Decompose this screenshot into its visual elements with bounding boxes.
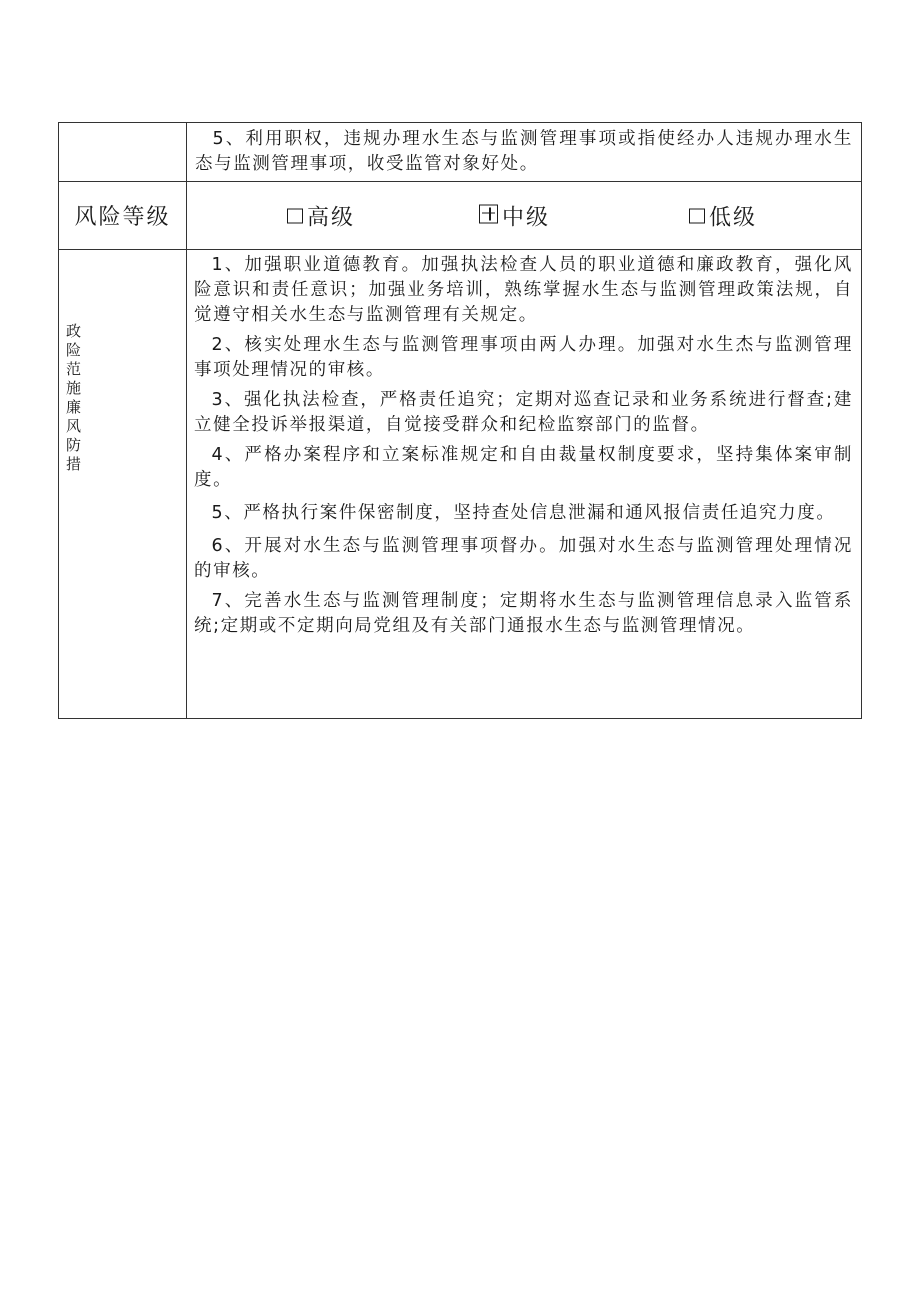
risk-level-options — [187, 182, 861, 249]
level-option-low-label: 低级 — [709, 205, 758, 230]
measure-item: 3、强化执法检查，严格责任追究；定期对巡查记录和业务系统进行督查;建立健全投诉举报渠道，自觉接受群众和纪检监察部门的监督。 — [194, 390, 853, 435]
risk-level-options-cell — [187, 182, 862, 250]
risk-item-cell — [187, 123, 862, 182]
label-char: 措 — [66, 455, 82, 473]
measure-item: 4、严格办案程序和立案标准规定和自由裁量权制度要求，坚持集体案审制度。 — [194, 445, 853, 490]
measure-item: 1、加强职业道德教育。加强执法检查人员的职业道德和廉政教育，强化风险意识和责任意识；加强业务培训，熟练掌握水生态与监测管理政策法规，自觉遵守相关水生态与监测管理有关规定。 — [194, 255, 853, 325]
label-char: 政 — [66, 322, 82, 340]
checked-box-icon[interactable] — [479, 204, 498, 223]
level-option-low[interactable] — [689, 200, 757, 231]
level-option-medium[interactable] — [479, 200, 550, 231]
risk-level-label: 风险等级 — [74, 205, 171, 230]
level-option-medium-label: 中级 — [502, 205, 551, 230]
measure-item: 7、完善水生态与监测管理制度；定期将水生态与监测管理信息录入监管系统;定期或不定期向局党组及有关部门通报水生态与监测管理情况。 — [194, 591, 853, 636]
risk-item-text: 5、利用职权，违规办理水生态与监测管理事项或指使经办人违规办理水生态与监测管理事项，收受监管对象好处。 — [195, 129, 853, 174]
measures-list — [187, 250, 861, 639]
prevention-label-cell — [59, 250, 187, 719]
unchecked-box-icon[interactable] — [287, 208, 303, 223]
level-option-high-label: 高级 — [307, 205, 356, 230]
prevention-measures-row — [59, 250, 862, 719]
empty-label-cell — [59, 123, 187, 182]
label-char: 范 — [66, 360, 82, 378]
measure-item: 6、开展对水生态与监测管理事项督办。加强对水生态与监测管理处理情况的审核。 — [194, 536, 853, 581]
risk-item-row — [59, 123, 862, 182]
prevention-measures-label — [59, 250, 186, 474]
label-char: 施 — [66, 379, 82, 397]
measure-item: 2、核实处理水生态与监测管理事项由两人办理。加强对水生杰与监测管理事项处理情况的审核。 — [194, 335, 853, 380]
label-char: 廉 — [66, 398, 82, 416]
risk-table — [58, 122, 862, 719]
measure-item: 5、严格执行案件保密制度，坚持查处信息泄漏和通风报信责任追究力度。 — [211, 503, 836, 523]
unchecked-box-icon[interactable] — [689, 208, 705, 223]
label-char: 防 — [66, 436, 82, 454]
level-option-high[interactable] — [287, 200, 355, 231]
prevention-measures-cell — [187, 250, 862, 719]
label-char: 险 — [66, 341, 82, 359]
risk-level-row — [59, 182, 862, 250]
risk-level-label-cell — [59, 182, 187, 250]
label-char: 风 — [66, 417, 82, 435]
